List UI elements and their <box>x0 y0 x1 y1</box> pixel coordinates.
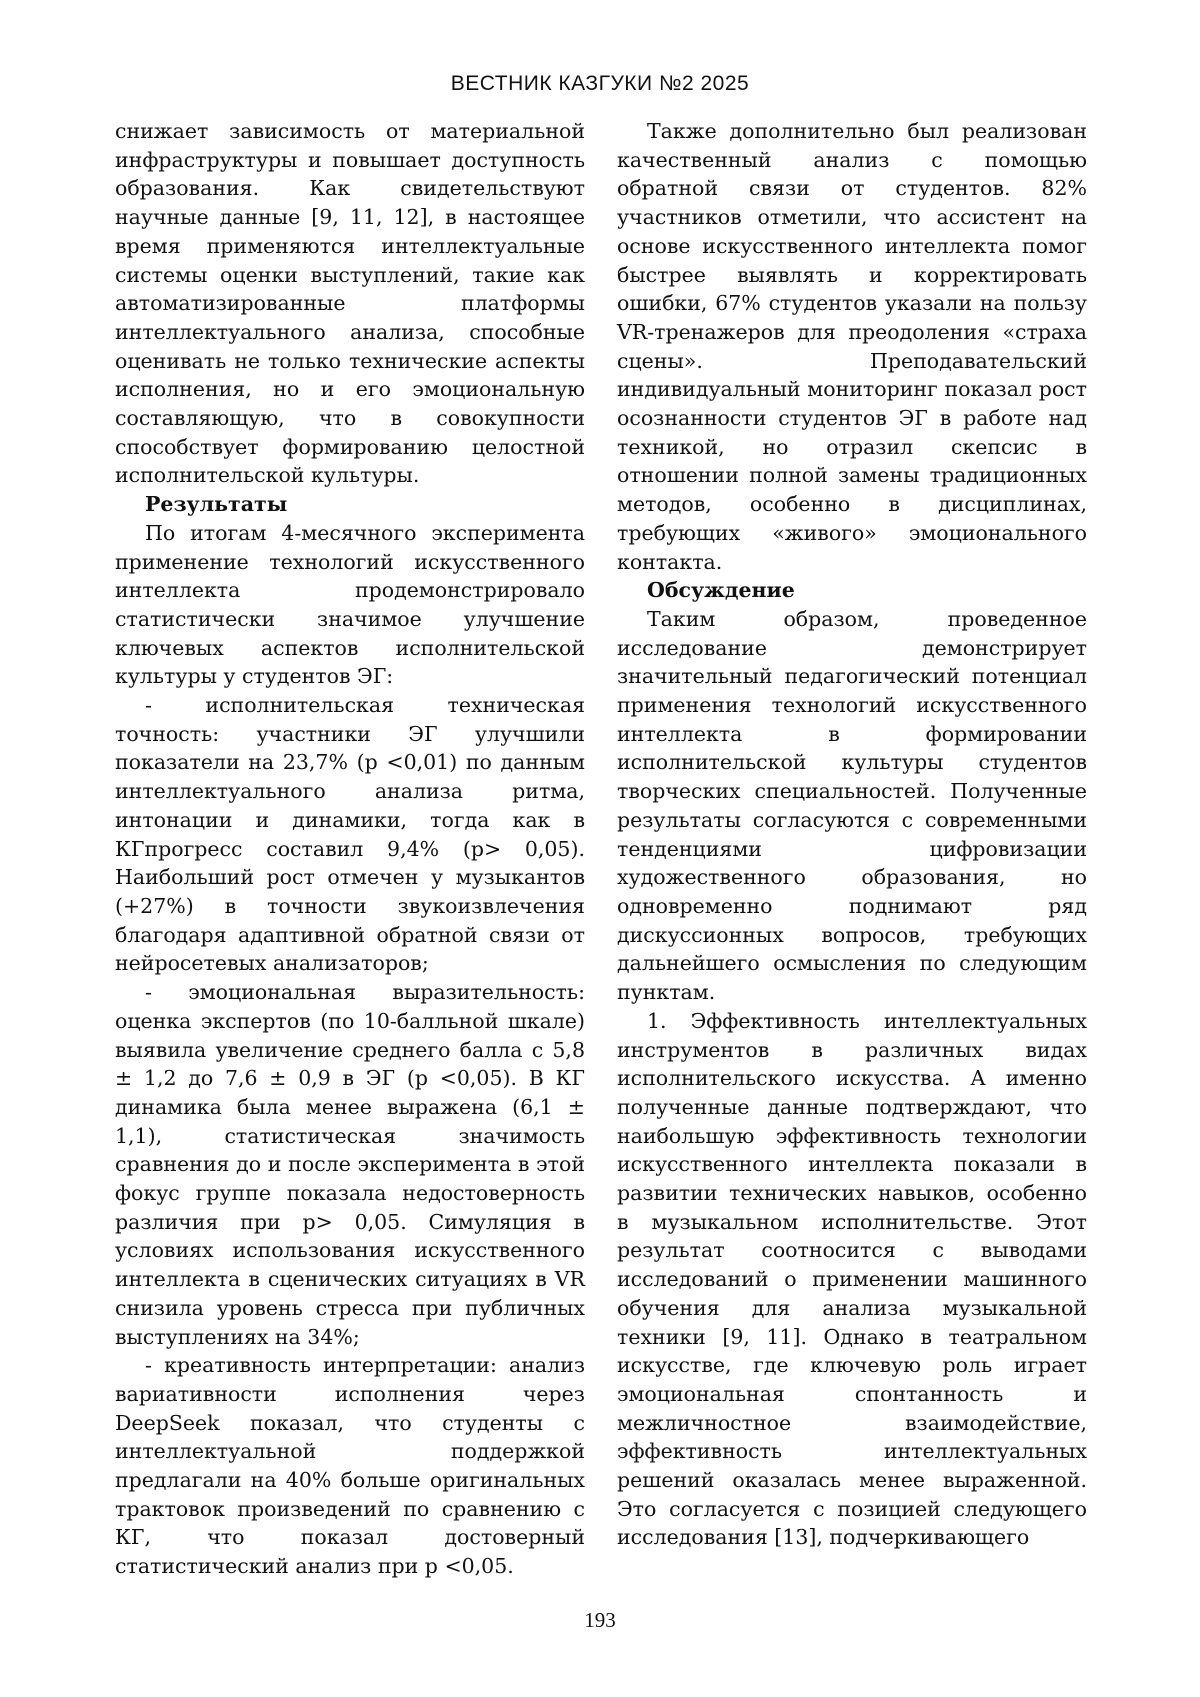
list-item-emotional-expressiveness: - эмоциональная выразительность: оценка экспертов (по 10-балльной шкале) выявила увеличение среднего балла с 5,8 ± 1,2 до 7,6 ± 0,9 в ЭГ (p <0,05). В КГ динамика была менее выражена (6,1 ± 1,1), статистическая значимость сравнения до и после эксперимента в этой фокус группе показала недостоверность различия при p> 0,05. Симуляция в условиях использования искусственного интеллекта в сценических ситуациях в VR снизила уровень стресса при публичных выступлениях на 34%; <box>115 980 585 1349</box>
paragraph-discussion-intro: Таким образом, проведенное исследование демонстрирует значительный педагогический потенциал применения технологий искусственного интеллекта в формировании исполнительской культуры студентов творческих специальностей. Полученные результаты согласуются с современными тенденциями цифровизации художественного образования, но одновременно поднимают ряд дискуссионных вопросов, требующих дальнейшего осмысления по следующим пунктам. <box>617 606 1087 1005</box>
right-column <box>617 117 1087 1552</box>
paragraph-continuation: снижает зависимость от материальной инфраструктуры и повышает доступность образования. Как свидетельствуют научные данные [9, 11, 12], в настоящее время применяются интеллектуальные системы оценки выступлений, такие как автоматизированные платформы интеллектуального анализа, способные оценивать не только технические аспекты исполнения, но и его эмоциональную составляющую, что в совокупности способствует формированию целостной исполнительской культуры. <box>115 119 585 488</box>
results-heading: Результаты <box>145 492 288 517</box>
page-number: 193 <box>584 1608 616 1632</box>
running-header: ВЕСТНИК КАЗГУКИ №2 2025 <box>450 72 750 95</box>
paragraph-qualitative-analysis: Также дополнительно был реализован качественный анализ с помощью обратной связи от студентов. 82% участников отметили, что ассистент на основе искусственного интеллекта помог быстрее выявлять и корректировать ошибки, 67% студентов указали на пользу VR-тренажеров для преодоления «страха сцены». Преподавательский индивидуальный мониторинг показал рост осознанности студентов ЭГ в работе над техникой, но отразил скепсис в отношении полной замены традиционных методов, особенно в дисциплинах, требующих «живого» эмоционального контакта. <box>617 119 1087 574</box>
paragraph-results-intro: По итогам 4-месячного эксперимента применение технологий искусственного интеллекта продемонстрировало статистически значимое улучшение ключевых аспектов исполнительской культуры у студентов ЭГ: <box>115 520 585 689</box>
list-item-technical-accuracy: - исполнительская техническая точность: участники ЭГ улучшили показатели на 23,7% (p <0,01) по данным интеллектуального анализа ритма, интонации и динамики, тогда как в КГпрогресс составил 9,4% (p> 0,05). Наибольший рост отмечен у музыкантов (+27%) в точности звукоизвлечения благодаря адаптивной обратной связи от нейросетевых анализаторов; <box>115 693 585 976</box>
discussion-heading: Обсуждение <box>647 578 795 603</box>
paragraph-point-one: 1. Эффективность интеллектуальных инструментов в различных видах исполнительского искусства. А именно полученные данные подтверждают, что наибольшую эффективность технологии искусственного интеллекта показали в развитии технических навыков, особенно в музыкальном исполнительстве. Этот результат соотносится с выводами исследований о применении машинного обучения для анализа музыкальной техники [9, 11]. Однако в театральном искусстве, где ключевую роль играет эмоциональная спонтанность и межличностное взаимодействие, эффективность интеллектуальных решений оказалась менее выраженной. Это согласуется с позицией следующего исследования [13], подчеркивающего <box>617 1008 1087 1550</box>
left-column <box>115 117 585 1581</box>
list-item-creative-interpretation: - креативность интерпретации: анализ вариативности исполнения через DeepSeek показал, что студенты с интеллектуальной поддержкой предлагали на 40% больше оригинальных трактовок произведений по сравнению с КГ, что показал достоверный статистический анализ при p <0,05. <box>115 1353 585 1579</box>
